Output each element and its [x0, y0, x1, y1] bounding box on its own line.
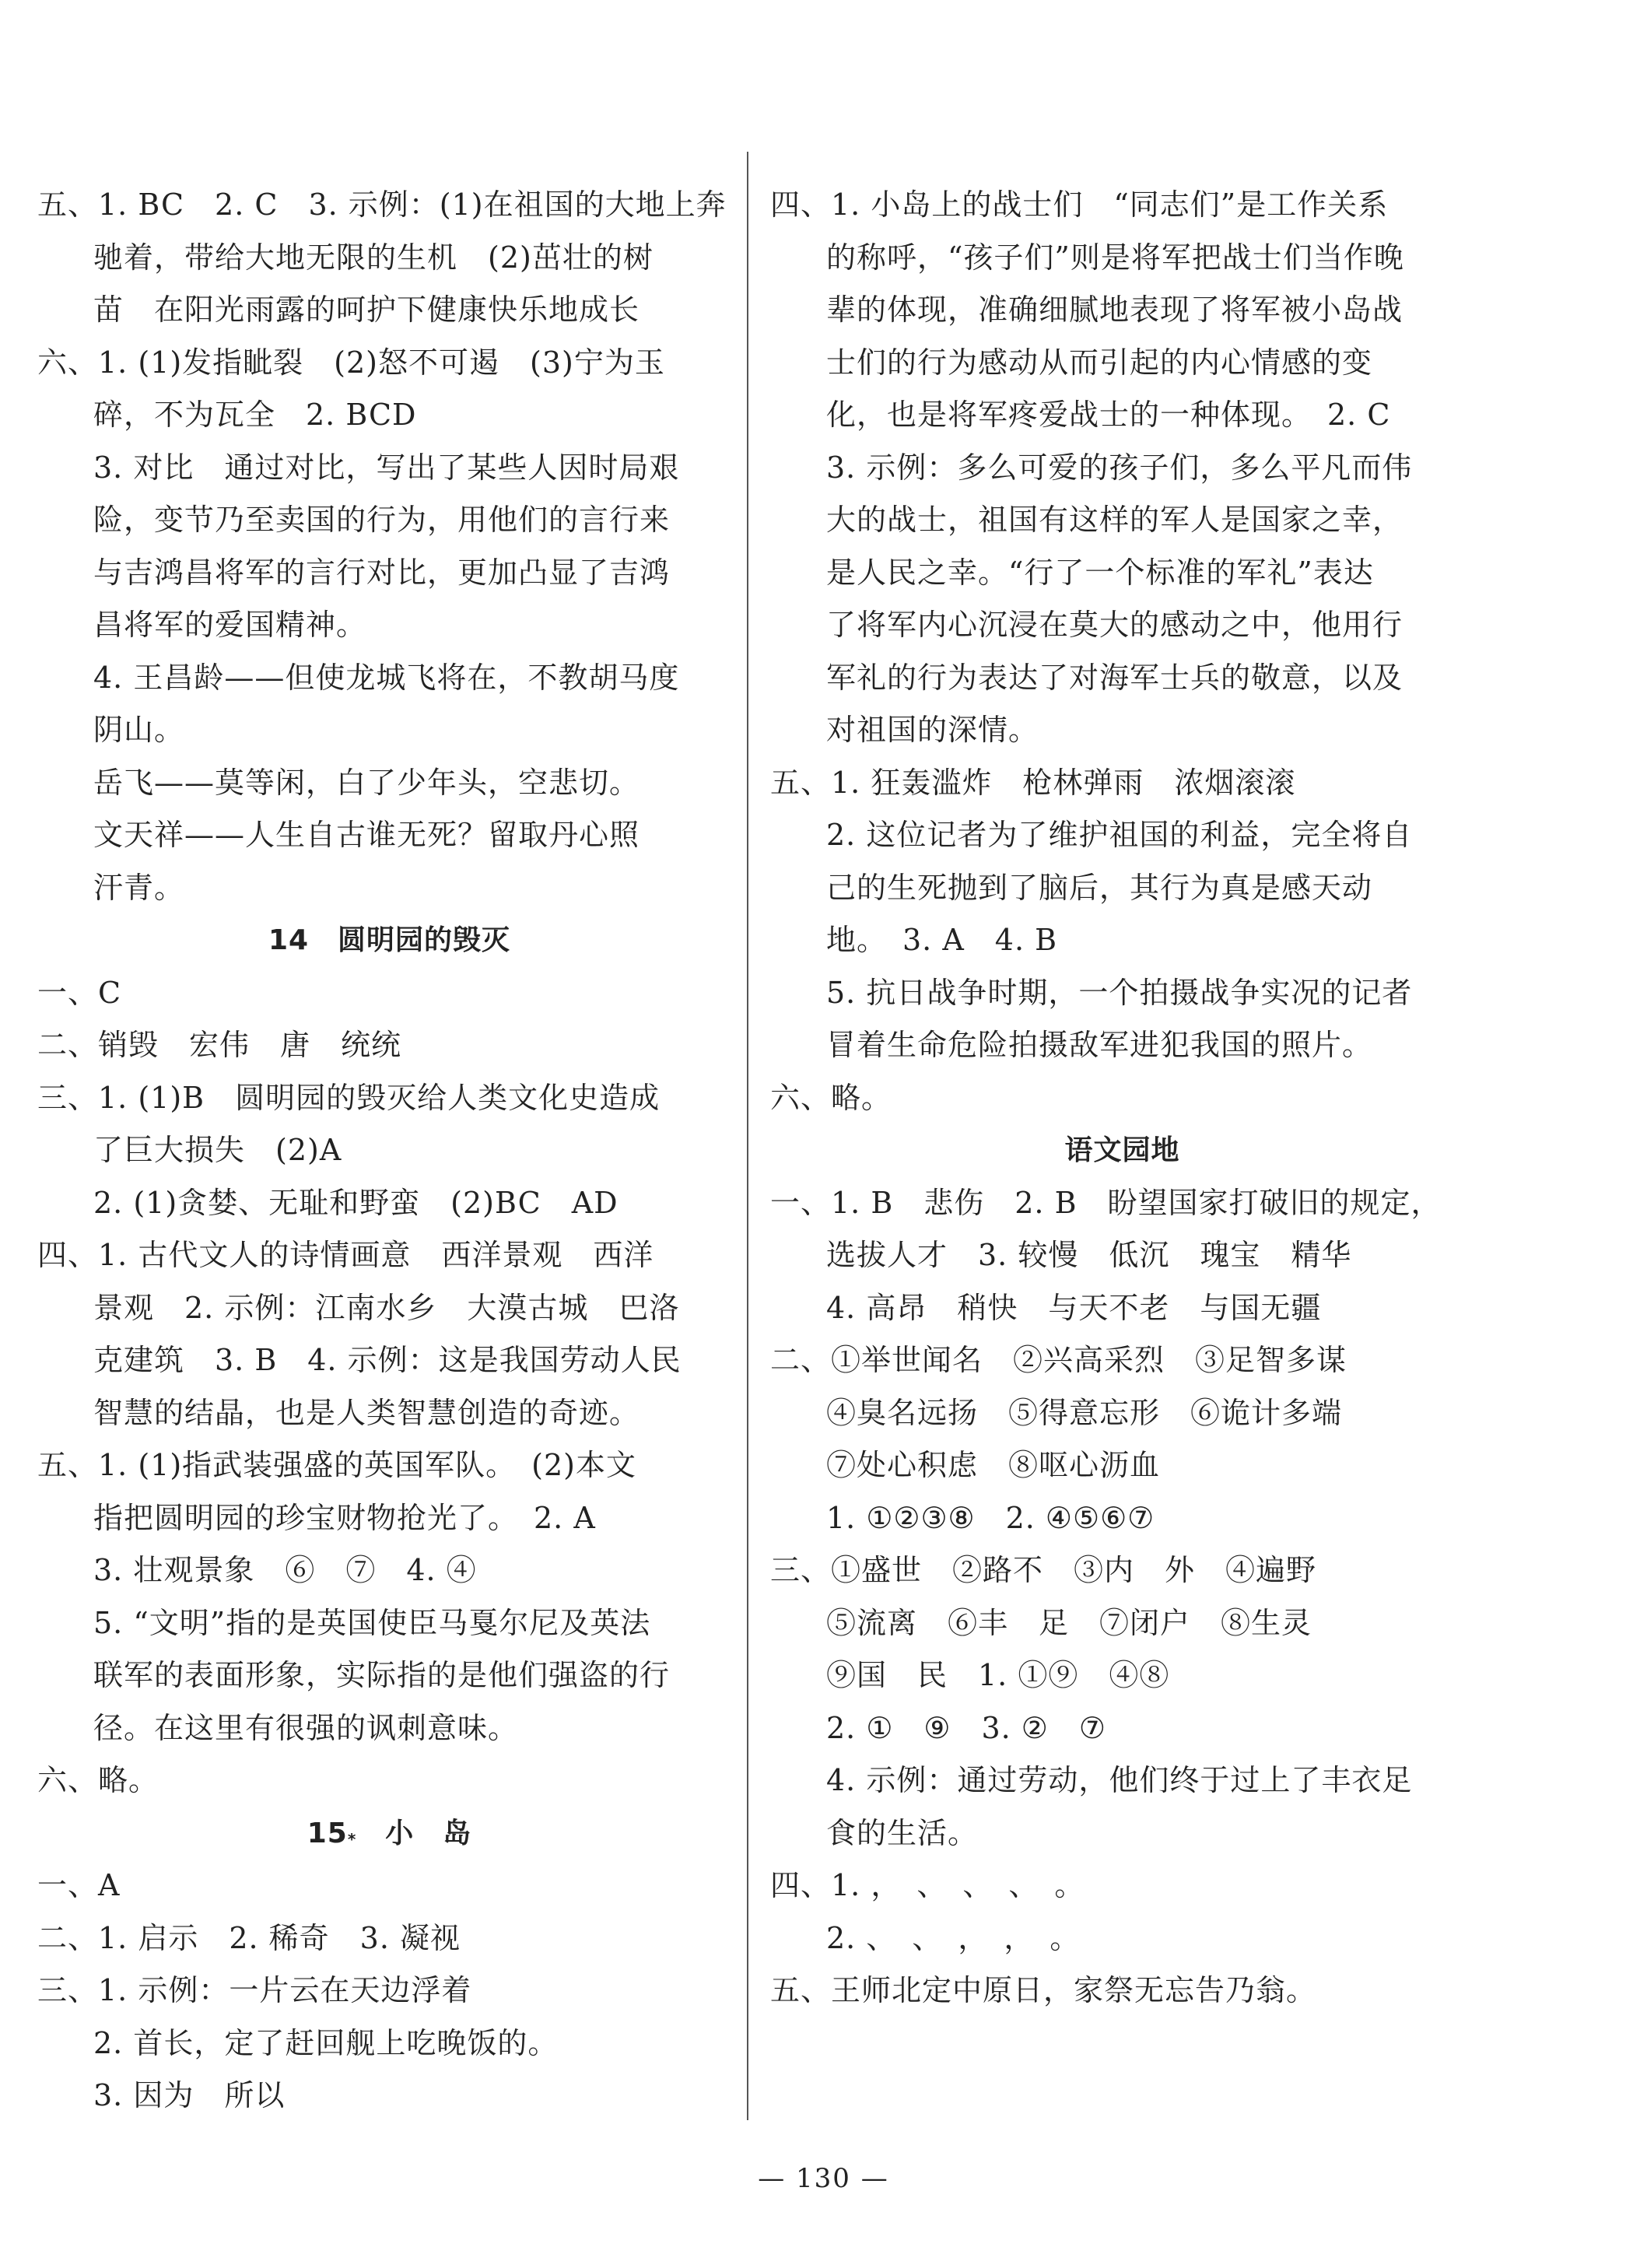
answer-line: 4. 王昌龄——但使龙城飞将在，不教胡马度 [93, 660, 680, 695]
answer-line: 径。在这里有很强的讽刺意味。 [93, 1710, 519, 1745]
answer-line: 五、1. (1)指武装强盛的英国军队。 (2)本文 [37, 1448, 636, 1482]
answer-line: 5. 抗日战争时期，一个拍摄战争实况的记者 [826, 975, 1413, 1010]
answer-line: 五、王师北定中原日，家祭无忘告乃翁。 [770, 1973, 1317, 2007]
answer-line: 2. 首长，定了赶回舰上吃晚饭的。 [93, 2025, 559, 2060]
answer-line: 五、1. BC 2. C 3. 示例：(1)在祖国的大地上奔 [37, 188, 727, 222]
answer-line: 士们的行为感动从而引起的内心情感的变 [826, 345, 1373, 380]
answer-line: 4. 示例：通过劳动，他们终于过上了丰衣足 [826, 1763, 1413, 1797]
answer-line: 克建筑 3. B 4. 示例：这是我国劳动人民 [93, 1343, 682, 1377]
answer-line: 3. 示例：多么可爱的孩子们，多么平凡而伟 [826, 450, 1413, 485]
section-title: 语文园地 [1064, 1134, 1180, 1166]
answer-line: 2. 这位记者为了维护祖国的利益，完全将自 [826, 818, 1413, 852]
answer-line: 二、①举世闻名 ②兴高采烈 ③足智多谋 [770, 1343, 1347, 1377]
answer-line: ④臭名远扬 ⑤得意忘形 ⑥诡计多端 [826, 1395, 1343, 1430]
answer-line: 一、1. B 悲伤 2. B 盼望国家打破旧的规定， [770, 1185, 1442, 1220]
answer-line: 智慧的结晶，也是人类智慧创造的奇迹。 [93, 1395, 640, 1430]
answer-line: 岳飞——莫等闲，白了少年头，空悲切。 [93, 765, 640, 800]
answer-line: 大的战士，祖国有这样的军人是国家之幸， [826, 503, 1403, 537]
answer-line: 险，变节乃至卖国的行为，用他们的言行来 [93, 503, 671, 537]
answer-line: 六、略。 [37, 1763, 159, 1797]
answer-line: 四、1. ， 、 、 、 。 [770, 1868, 1085, 1902]
answer-line: 是人民之幸。“行了一个标准的军礼”表达 [826, 555, 1374, 590]
answer-line: 指把圆明园的珍宝财物抢光了。 2. A [93, 1500, 596, 1535]
answer-line: 四、1. 古代文人的诗情画意 西洋景观 西洋 [37, 1238, 654, 1272]
answer-line: 四、1. 小岛上的战士们 “同志们”是工作关系 [770, 188, 1389, 222]
answer-line: 昌将军的爱国精神。 [93, 608, 367, 642]
section-name: 小 岛 [356, 1817, 472, 1849]
answer-line: 五、1. 狂轰滥炸 枪林弹雨 浓烟滚滚 [770, 765, 1296, 800]
answer-line: 汗青。 [93, 870, 185, 905]
answer-line: 3. 因为 所以 [93, 2078, 286, 2112]
answer-line: 阴山。 [93, 713, 185, 747]
answer-line: 驰着，带给大地无限的生机 (2)茁壮的树 [93, 240, 654, 275]
answer-line: 联军的表面形象，实际指的是他们强盗的行 [93, 1658, 671, 1692]
answer-line: 辈的体现，准确细腻地表现了将军被小岛战 [826, 293, 1403, 327]
answer-line: 4. 高昂 稍快 与天不老 与国无疆 [826, 1290, 1322, 1325]
answer-line: 食的生活。 [826, 1815, 979, 1850]
answer-line: ⑤流离 ⑥丰 足 ⑦闭户 ⑧生灵 [826, 1605, 1312, 1640]
answer-line: 二、1. 启示 2. 稀奇 3. 凝视 [37, 1920, 461, 1955]
answer-line: ⑦处心积虑 ⑧呕心沥血 [826, 1448, 1161, 1482]
answer-line: 的称呼，“孩子们”则是将军把战士们当作晚 [826, 240, 1404, 275]
answer-line: 2. ① ⑨ 3. ② ⑦ [826, 1710, 1106, 1745]
answer-line: 了巨大损失 (2)A [93, 1133, 342, 1167]
answer-line: 己的生死抛到了脑后，其行为真是感天动 [826, 870, 1373, 905]
answer-line: 碎，不为瓦全 2. BCD [93, 398, 417, 432]
answer-line: 一、A [37, 1868, 121, 1902]
answer-line: 六、略。 [770, 1080, 892, 1115]
section-number: 15 [307, 1817, 348, 1849]
answer-line: 对祖国的深情。 [826, 713, 1039, 747]
answer-line: 3. 对比 通过对比，写出了某些人因时局艰 [93, 450, 680, 485]
answer-line: 化，也是将军疼爱战士的一种体现。 2. C [826, 398, 1391, 432]
answer-line: 文天祥——人生自古谁无死？留取丹心照 [93, 818, 640, 852]
section-title: 14 圆明园的毁灭 [268, 924, 511, 956]
answer-line: 苗 在阳光雨露的呵护下健康快乐地成长 [93, 293, 640, 327]
answer-line: ⑨国 民 1. ①⑨ ④⑧ [826, 1658, 1170, 1692]
answer-line: 三、①盛世 ②路不 ③内 外 ④遍野 [770, 1553, 1317, 1587]
answer-line: 3. 壮观景象 ⑥ ⑦ 4. ④ [93, 1553, 477, 1587]
left-column [37, 179, 741, 2123]
answer-line: 5. “文明”指的是英国使臣马戛尔尼及英法 [93, 1605, 651, 1640]
answer-line: 冒着生命危险拍摄敌军进犯我国的照片。 [826, 1028, 1373, 1062]
answer-line: 景观 2. 示例：江南水乡 大漠古城 巴洛 [93, 1290, 680, 1325]
column-divider [747, 152, 748, 2120]
answer-line: 三、1. (1)B 圆明园的毁灭给人类文化史造成 [37, 1080, 661, 1115]
page-number: — 130 — [758, 2163, 889, 2194]
answer-line: 选拔人才 3. 较慢 低沉 瑰宝 精华 [826, 1238, 1352, 1272]
answer-line: 2. 、 、 ， ， 。 [826, 1920, 1081, 1955]
answer-line: 与吉鸿昌将军的言行对比，更加凸显了吉鸿 [93, 555, 671, 590]
answer-line: 2. (1)贪婪、无耻和野蛮 (2)BC AD [93, 1185, 619, 1220]
answer-line: 地。 3. A 4. B [826, 923, 1058, 957]
section-title [37, 1807, 741, 1860]
right-column [770, 179, 1474, 2017]
answer-line: 1. ①②③⑧ 2. ④⑤⑥⑦ [826, 1500, 1155, 1535]
answer-line: 六、1. (1)发指眦裂 (2)怒不可遏 (3)宁为玉 [37, 345, 665, 380]
answer-line: 军礼的行为表达了对海军士兵的敬意，以及 [826, 660, 1403, 695]
answer-line: 二、销毁 宏伟 唐 统统 [37, 1028, 402, 1062]
section-marker: * [347, 1829, 357, 1849]
answer-line: 了将军内心沉浸在莫大的感动之中，他用行 [826, 608, 1403, 642]
answer-line: 一、C [37, 975, 122, 1010]
answer-line: 三、1. 示例：一片云在天边浮着 [37, 1973, 472, 2007]
